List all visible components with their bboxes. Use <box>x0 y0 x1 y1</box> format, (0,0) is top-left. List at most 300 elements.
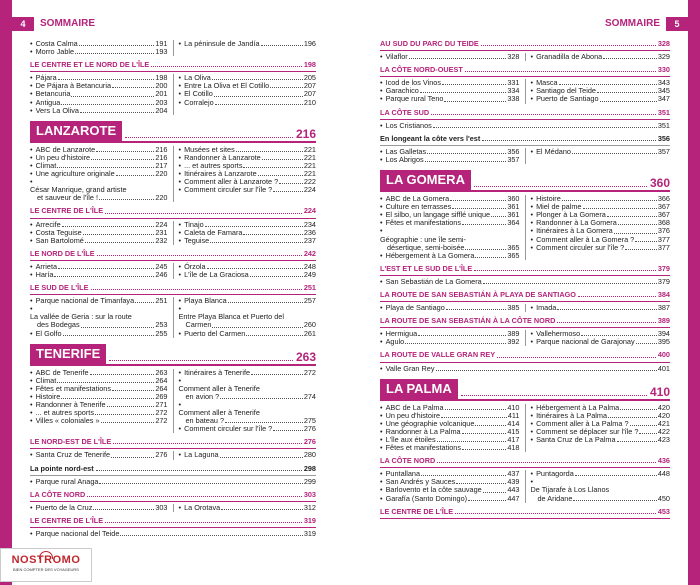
leader-dots <box>450 200 506 201</box>
toc-entry <box>531 338 671 346</box>
entry-title-line: • Comment aller à Tenerife <box>178 383 260 393</box>
leader-dots <box>273 191 303 192</box>
entry-page: 411 <box>507 410 520 420</box>
leader-dots <box>575 475 657 476</box>
leader-dots <box>214 96 303 97</box>
entry-title: • Vallehermoso <box>536 329 581 339</box>
leader-dots <box>483 283 657 284</box>
entry-page: 201 <box>155 89 168 99</box>
leader-dots <box>462 224 506 225</box>
leader-dots <box>221 509 303 510</box>
entry-page: 237 <box>303 235 316 245</box>
leader-dots <box>120 535 302 536</box>
entry-title: • Culture en terrasses <box>385 202 452 212</box>
entry-title: • Randonner à Tenerife <box>35 400 106 409</box>
entry-title-line: • La vallée de Geria : sur la route <box>30 312 132 322</box>
entry-title: • La Oliva <box>184 73 211 83</box>
leader-dots <box>625 249 657 250</box>
leader-dots <box>220 398 303 399</box>
leader-dots <box>557 322 655 323</box>
toc-entry <box>380 95 520 103</box>
leader-dots <box>620 409 657 410</box>
entry-page: 275 <box>303 416 316 426</box>
island-title: LA PALMA <box>380 379 458 399</box>
entry-title: • Itinéraires à Lanzarote <box>184 169 257 179</box>
entry-title: • Plonger à La Gomera <box>536 210 606 220</box>
leader-dots <box>418 335 506 336</box>
entry-page: 257 <box>303 296 316 306</box>
entry-title: désertique, semi-boisée <box>387 242 465 252</box>
entry-title: • Musées et sites <box>184 144 235 154</box>
list-column <box>525 404 671 453</box>
island-heading <box>30 121 316 143</box>
section-page: 276 <box>303 437 316 447</box>
toc-entry <box>179 369 317 377</box>
left-page-header <box>12 17 95 31</box>
list-column <box>173 451 317 459</box>
toc-entry <box>179 40 317 48</box>
entry-title: • Santa Cruz de La Palma <box>536 435 616 444</box>
leader-dots <box>581 335 657 336</box>
entry-title: • Hébergement à La Gomera <box>385 250 475 260</box>
toc-entry <box>30 305 168 329</box>
leader-dots <box>220 457 303 458</box>
entry-title: • Masca <box>536 78 558 88</box>
list-column <box>173 369 317 434</box>
toc-entry <box>179 297 317 305</box>
leader-dots <box>90 374 155 375</box>
entry-title: • El Cotillo <box>184 89 213 99</box>
toc-entry <box>531 478 671 502</box>
leader-dots <box>105 213 302 214</box>
two-column-list <box>30 297 316 337</box>
toc-entry <box>30 237 168 245</box>
entry-page: 249 <box>303 269 316 279</box>
toc-entry <box>179 451 317 459</box>
right-page-header <box>605 17 688 31</box>
ship-icon <box>39 551 53 559</box>
leader-dots <box>425 161 507 162</box>
entry-page: 450 <box>657 493 670 503</box>
leader-dots <box>444 101 506 102</box>
section-title: LA CÔTE NORD <box>380 456 436 466</box>
subsection-title: La pointe nord-est <box>30 463 94 473</box>
entry-page: 280 <box>303 450 316 460</box>
list-column <box>173 297 317 337</box>
entry-page: 220 <box>155 193 168 203</box>
section-title: LE SUD DE L'ÎLE <box>30 283 89 293</box>
toc-entry <box>30 297 168 305</box>
section-title: LE CENTRE DE L'ÎLE <box>30 206 104 216</box>
section-page: 319 <box>303 515 316 525</box>
entry-title: • Imada <box>536 303 557 313</box>
two-column-list <box>30 74 316 114</box>
entry-title: • Fêtes et manifestations <box>385 218 462 228</box>
list-column <box>525 79 671 103</box>
entry-page: 447 <box>507 493 520 503</box>
leader-dots <box>409 58 507 59</box>
logo-name: NOSTROMO <box>11 554 81 567</box>
entry-page: 329 <box>657 52 670 62</box>
section-heading <box>30 491 316 502</box>
island-title: TENERIFE <box>30 344 106 364</box>
leader-dots <box>71 96 154 97</box>
entry-page: 221 <box>303 144 316 154</box>
entry-page: 376 <box>657 226 670 236</box>
entry-page: 200 <box>155 81 168 91</box>
entry-page: 216 <box>155 144 168 154</box>
leader-dots <box>125 137 293 138</box>
single-list <box>380 278 670 286</box>
toc-entry <box>531 470 671 478</box>
section-page: 198 <box>303 60 316 70</box>
entry-title: • Costa Calma <box>35 39 78 48</box>
entry-page: 338 <box>507 94 520 104</box>
two-column-list <box>30 504 316 512</box>
entry-page: 395 <box>657 337 670 347</box>
leader-dots <box>251 374 303 375</box>
leader-dots <box>57 382 154 383</box>
entry-title: • ... et autres sports <box>184 160 243 170</box>
leader-dots <box>433 127 657 128</box>
two-column-list <box>30 263 316 279</box>
entry-page: 245 <box>155 261 168 271</box>
leader-dots <box>462 449 506 450</box>
list-column <box>525 195 671 260</box>
list-column <box>380 195 520 260</box>
entry-title: en bateau ? <box>185 416 225 426</box>
page-number: 4 <box>12 17 34 31</box>
entry-title: • Comment circuler sur l'île ? <box>184 185 273 195</box>
leader-dots <box>482 140 656 141</box>
list-column <box>30 369 168 434</box>
logo-tagline: BIEN COMPTER DES VOYAGEURS <box>13 566 79 572</box>
entry-page: 377 <box>657 234 670 244</box>
section-title: LE NORD DE L'ÎLE <box>30 248 95 258</box>
entry-title: • San Andrés y Sauces <box>385 477 456 487</box>
section-page: 379 <box>657 263 670 273</box>
leader-dots <box>262 159 303 160</box>
section-heading <box>380 317 670 328</box>
entry-page: 272 <box>155 416 168 426</box>
entry-title: • Las Galletas <box>385 146 427 156</box>
entry-page: 231 <box>155 227 168 237</box>
leader-dots <box>101 422 155 423</box>
entry-page: 394 <box>657 329 670 339</box>
entry-title: • Hermigua <box>385 329 418 339</box>
toc-entry <box>30 170 168 178</box>
entry-title: • Histoire <box>35 391 61 401</box>
two-column-list <box>30 221 316 245</box>
nostromo-logo <box>0 548 92 582</box>
section-page: 389 <box>657 316 670 326</box>
list-column <box>525 304 671 312</box>
toc-entry <box>380 278 670 286</box>
section-heading <box>30 517 316 528</box>
section-heading <box>30 438 316 449</box>
leader-dots <box>107 406 155 407</box>
leader-dots <box>95 414 154 415</box>
leader-dots <box>446 309 507 310</box>
toc-entry <box>179 504 317 512</box>
leader-dots <box>205 226 303 227</box>
toc-entry <box>531 436 671 444</box>
entry-page: 415 <box>507 426 520 436</box>
entry-title: • Antigua <box>35 97 61 107</box>
leader-dots <box>58 79 155 80</box>
toc-entry <box>179 237 317 245</box>
page-title: SOMMAIRE <box>40 17 95 29</box>
entry-page: 379 <box>657 276 670 286</box>
entry-title: • L'île aux étoiles <box>385 435 436 444</box>
toc-entry <box>179 425 317 433</box>
subsection-heading <box>380 135 670 146</box>
section-title: LA ROUTE DE SAN SEBASTIÁN À PLAYA DE SANTIAGO <box>380 289 576 299</box>
two-column-list <box>380 195 670 260</box>
right-column <box>380 40 670 521</box>
section-heading <box>380 265 670 276</box>
list-column <box>30 504 168 512</box>
island-page: 360 <box>649 176 670 191</box>
leader-dots <box>99 199 154 200</box>
leader-dots <box>630 425 657 426</box>
list-column <box>30 451 168 459</box>
entry-page: 361 <box>507 202 520 212</box>
toc-entry <box>380 122 670 130</box>
entry-title: • Teguise <box>184 235 210 245</box>
entry-title-line: • Comment aller à Tenerife <box>178 408 260 418</box>
leader-dots <box>111 457 154 458</box>
list-column <box>173 263 317 279</box>
section-heading <box>30 61 316 72</box>
entry-title: • Randonner à La Gomera <box>536 218 617 228</box>
leader-dots <box>636 343 657 344</box>
toc-entry <box>179 330 317 338</box>
entry-title: • Playa Blanca <box>184 296 227 306</box>
section-page: 453 <box>657 506 670 516</box>
entry-title: • Puerto de Santiago <box>536 94 599 104</box>
leader-dots <box>210 242 303 243</box>
entry-page: 274 <box>303 391 316 401</box>
leader-dots <box>97 255 302 256</box>
toc-entry <box>30 451 168 459</box>
entry-page: 222 <box>303 177 316 187</box>
entry-title: • La Laguna <box>184 450 219 460</box>
section-page: 351 <box>657 107 670 117</box>
entry-title: • Betancuria <box>35 89 71 99</box>
entry-page: 328 <box>507 52 520 62</box>
leader-dots <box>456 483 506 484</box>
leader-dots <box>212 79 303 80</box>
entry-title: • Los Abrigos <box>385 154 424 164</box>
entry-page: 421 <box>657 418 670 428</box>
leader-dots <box>112 87 154 88</box>
entry-title: • Playa de Santiago <box>385 303 445 313</box>
leader-dots <box>236 151 303 152</box>
entry-title: des Bodegas <box>37 320 80 330</box>
leader-dots <box>618 224 657 225</box>
right-edge-band <box>688 0 700 585</box>
entry-page: 331 <box>507 78 520 88</box>
section-title: LE CENTRE DE L'ÎLE <box>380 506 454 516</box>
list-column <box>30 221 168 245</box>
entry-page: 224 <box>155 219 168 229</box>
entry-page: 365 <box>507 250 520 260</box>
entry-title: • Un peu d'histoire <box>35 152 91 162</box>
entry-page: 272 <box>303 367 316 377</box>
island-title: LA GOMERA <box>380 170 471 190</box>
entry-page: 234 <box>303 219 316 229</box>
entry-title: • El Médano <box>536 146 571 156</box>
entry-page: 437 <box>507 469 520 479</box>
two-column-list <box>380 470 670 502</box>
entry-title: • Santa Cruz de Tenerife <box>35 450 111 460</box>
two-column-list <box>30 369 316 434</box>
single-list <box>30 530 316 538</box>
entry-page: 312 <box>303 502 316 512</box>
leader-dots <box>207 268 303 269</box>
entry-page: 361 <box>507 210 520 220</box>
section-title: LA CÔTE NORD <box>30 489 86 499</box>
toc-entry <box>30 271 168 279</box>
leader-dots <box>635 241 657 242</box>
entry-title: • Parque rural Teno <box>385 94 444 104</box>
entry-title: • ... et autres sports <box>35 408 94 418</box>
section-page: 328 <box>657 39 670 48</box>
leader-dots <box>578 296 656 297</box>
entry-page: 417 <box>507 435 520 444</box>
two-column-list <box>380 304 670 312</box>
entry-page: 389 <box>507 329 520 339</box>
entry-page: 357 <box>507 154 520 164</box>
entry-page: 193 <box>155 47 168 57</box>
entry-title: • Corralejo <box>184 97 214 107</box>
entry-title: • Villes « coloniales » <box>35 416 100 426</box>
entry-title: • Puntallana <box>385 469 421 479</box>
leader-dots <box>54 276 154 277</box>
left-column <box>30 40 316 538</box>
entry-page: 439 <box>507 477 520 487</box>
entry-second-line <box>531 495 671 503</box>
entry-page: 423 <box>657 435 670 444</box>
toc-entry <box>179 99 317 107</box>
entry-page: 345 <box>657 86 670 96</box>
entry-title: • Randonner à La Palma <box>385 426 461 436</box>
entry-title: • Climat <box>35 160 57 170</box>
entry-page: 276 <box>303 424 316 434</box>
section-heading <box>380 291 670 302</box>
entry-title: • Arrieta <box>35 261 58 271</box>
leader-dots <box>228 302 303 303</box>
leader-dots <box>243 167 302 168</box>
subsection-title: En longeant la côte vers l'est <box>380 133 481 143</box>
two-column-list <box>380 53 670 61</box>
entry-page: 221 <box>303 169 316 179</box>
entry-page: 221 <box>303 152 316 162</box>
entry-title: • Puerto del Carmen <box>184 328 246 338</box>
page-title: SOMMAIRE <box>605 17 660 29</box>
leader-dots <box>93 509 154 510</box>
entry-page: 276 <box>155 450 168 460</box>
entry-title: • ABC de La Palma <box>385 402 444 412</box>
entry-page: 216 <box>155 152 168 162</box>
entry-title: • Los Cristianos <box>385 120 432 130</box>
leader-dots <box>455 513 656 514</box>
entry-title: • Icod de los Vinos <box>385 78 442 88</box>
list-column <box>380 470 520 502</box>
entry-page: 366 <box>657 194 670 204</box>
leader-dots <box>608 417 657 418</box>
leader-dots <box>441 417 507 418</box>
toc-entry <box>179 305 317 329</box>
list-column <box>525 53 671 61</box>
entry-page: 210 <box>303 97 316 107</box>
leader-dots <box>420 92 506 93</box>
leader-dots <box>600 101 657 102</box>
entry-title: • San Bartolomé <box>35 235 84 245</box>
entry-page: 387 <box>657 303 670 313</box>
leader-dots <box>474 186 647 187</box>
section-title: AU SUD DU PARC DU TEIDE <box>380 39 479 48</box>
list-column <box>380 404 520 453</box>
list-column <box>173 40 317 56</box>
entry-page: 356 <box>507 146 520 156</box>
entry-page: 347 <box>657 94 670 104</box>
toc-entry <box>531 148 671 156</box>
entry-title: • Caleta de Famara <box>184 227 243 237</box>
leader-dots <box>583 208 657 209</box>
entry-title: • Une géographie volcanique <box>385 418 475 428</box>
list-column <box>30 146 168 203</box>
entry-title: • Arrecife <box>35 219 61 229</box>
leader-dots <box>215 104 303 105</box>
section-title: L'EST ET LE SUD DE L'ÎLE <box>380 263 473 273</box>
list-column <box>173 146 317 203</box>
entry-page: 368 <box>657 218 670 228</box>
entry-page: 364 <box>507 218 520 228</box>
list-column <box>173 221 317 245</box>
toc-entry <box>30 330 168 338</box>
entry-title: Carmen <box>185 320 212 330</box>
list-column <box>525 330 671 346</box>
leader-dots <box>607 216 657 217</box>
leader-dots <box>62 226 155 227</box>
entry-title: • Tinajo <box>184 219 204 229</box>
section-title: LA ROUTE DE VALLE GRAN REY <box>380 350 496 360</box>
entry-title-line: • De Tijarafe à Los Llanos <box>530 485 610 495</box>
section-page: 384 <box>657 289 670 299</box>
section-heading <box>380 508 670 519</box>
leader-dots <box>639 433 656 434</box>
leader-dots <box>261 45 303 46</box>
leader-dots <box>112 390 154 391</box>
leader-dots <box>491 216 506 217</box>
entry-title: • Parque nacional de Timanfaya <box>35 296 135 306</box>
entry-page: 217 <box>155 160 168 170</box>
section-title: LE NORD-EST DE L'ÎLE <box>30 437 112 447</box>
section-heading <box>380 109 670 120</box>
entry-page: 385 <box>507 303 520 313</box>
leader-dots <box>63 335 155 336</box>
entry-page: 418 <box>507 443 520 453</box>
leader-dots <box>603 58 657 59</box>
leader-dots <box>557 309 656 310</box>
entry-title-line: • Entre Playa Blanca et Puerto del <box>178 312 284 322</box>
toc-entry <box>380 338 520 346</box>
leader-dots <box>474 270 656 271</box>
entry-title: • Un peu d'histoire <box>385 410 441 420</box>
entry-page: 261 <box>303 328 316 338</box>
